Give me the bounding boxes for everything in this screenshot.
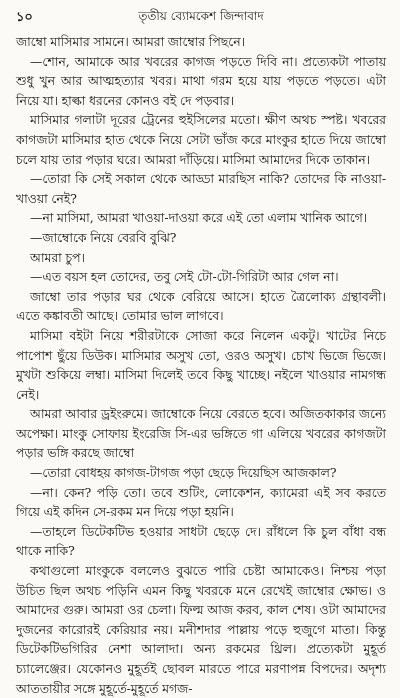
paragraph: —এত বয়স হল তোদের, তবু সেই টো-টো-গিরিটা আর গেল না। [30, 269, 339, 285]
paragraph: মাসিমা বইটা নিয়ে শরীরটাকে সোজা করে নিলেন একটু। খাটের নিচে পাপোশ ছুঁয়ে ডিউক। মাসিমার অসুখ তো, ওরও অসুখ। চোখ ভিজে ভিজে। মুখটা শুকিয়ে লম্বা। মাসিমা দিলেই তবে কিছু খাচ্ছে। নইলে খাওয়ার নামগন্ধ নেই। [16, 327, 386, 402]
paragraph: —তোরা বোধহয় কাগজ-টাগজ পড়া ছেড়ে দিয়েছিস আজকাল? [30, 465, 337, 481]
paragraph: —না। কেন? পড়ি তো। তবে শুটিং, লোকেশন, ক্যামেরা এই সব করতে গিয়ে এই কদিন সে-রকম মন দিয়ে পড়া হয়নি। [16, 484, 386, 520]
paragraph: জাম্বো তার পড়ার ঘর থেকে বেরিয়ে আসে। হাতে ত্রৈলোক্য গ্রন্থাবলী। এতে কঙ্কাবতী আছে। তোমার ভাল লাগবে। [16, 288, 386, 324]
paragraph: আমরা আবার ড্রইংরুমে। জাম্বোকে নিয়ে বেরতে হবে। অজিতকাকার জন্যে অপেক্ষা। মাংকু সোফায় ইংরেজি সি-এর ভঙ্গিতে গা এলিয়ে খবরের কাগজটা পড়ার ভঙ্গি করছে জাম্বো [16, 406, 386, 461]
page-header [16, 6, 386, 28]
paragraph: মাসিমার গলাটা দূরের ট্রেনের হুইসিলের মতো। ক্ষীণ অথচ স্পষ্ট। খবরের কাগজটা মাসিমার হাত থেকে নিয়ে সেটা ভাঁজ করে মাংকুর হাতে দিয়ে জাম্বো চলে যায় তার পড়ার ঘরে। আমরা দাঁড়িয়ে। মাসিমা আমাদের দিকে তাকান। [16, 112, 386, 167]
paragraph: —শোন, আমাকে আর খবরের কাগজ পড়তে দিবি না। প্রত্যেকটা পাতায় শুধু খুন আর আত্মহত্যার খবর। মাথা গরম হয়ে যায় পড়তে পড়তে। এটা নিয়ে যা। হাল্কা ধরনের কোনও বই দে পড়বার। [16, 53, 386, 108]
body-text [16, 32, 386, 698]
paragraph: জাম্বো মাসিমার সামনে। আমরা জাম্বোর পিছনে। [16, 34, 246, 49]
page-number: ১০ [16, 10, 33, 25]
paragraph: —তোরা কি সেই সকাল থেকে আড্ডা মারছিস নাকি? তোদের কি নাওয়া-খাওয়া নেই? [16, 171, 386, 206]
paragraph: কথাগুলো মাংকুকে বললেও বুঝতে পারি চেষ্টা আমাকেও। নিশ্চয় পড়া উচিত ছিল অথচ পড়িনি এমন কিছু খবরকে মনে রেখেই জাম্বোর ক্ষোভ। ও আমাদের গুরু। আমরা ওর চেলা। ফিল্ম আজ করব, কাল শেষ। ওটা আমাদের দুজনের কারোরই কেরিয়ার নয়। মনীশদার পাল্লায় পড়ে হুজুগে মাতা। কিন্তু ডিটেকটিভগিরির নেশা আলাদা। অন্য রকমের থ্রিল। প্রত্যেকটা মুহূর্ত চ্যালেঞ্জের। যেকোনও মুহূর্তই ছোবল মারতে পারে মরণাপন্ন বিপদের। অদৃশ্য আততায়ীর সঙ্গে মুহূর্তে-মুহূর্তে মগজ- [16, 563, 386, 696]
running-title: তৃতীয় ব্যোমকেশ জিন্দাবাদ [138, 9, 264, 23]
paragraph: —না মাসিমা, আমরা খাওয়া-দাওয়া করে এই তো এলাম খানিক আগে। [30, 210, 368, 226]
paragraph: আমরা চুপ। [30, 249, 85, 265]
paragraph: —তাহলে ডিটেকটিভ হওয়ার সাধটা ছেড়ে দে। রাঁধলে কি চুল বাঁধা বন্ধ থাকে নাকি? [16, 523, 386, 559]
paragraph: —জাম্বোকে নিয়ে বেরবি বুঝি? [30, 229, 177, 245]
